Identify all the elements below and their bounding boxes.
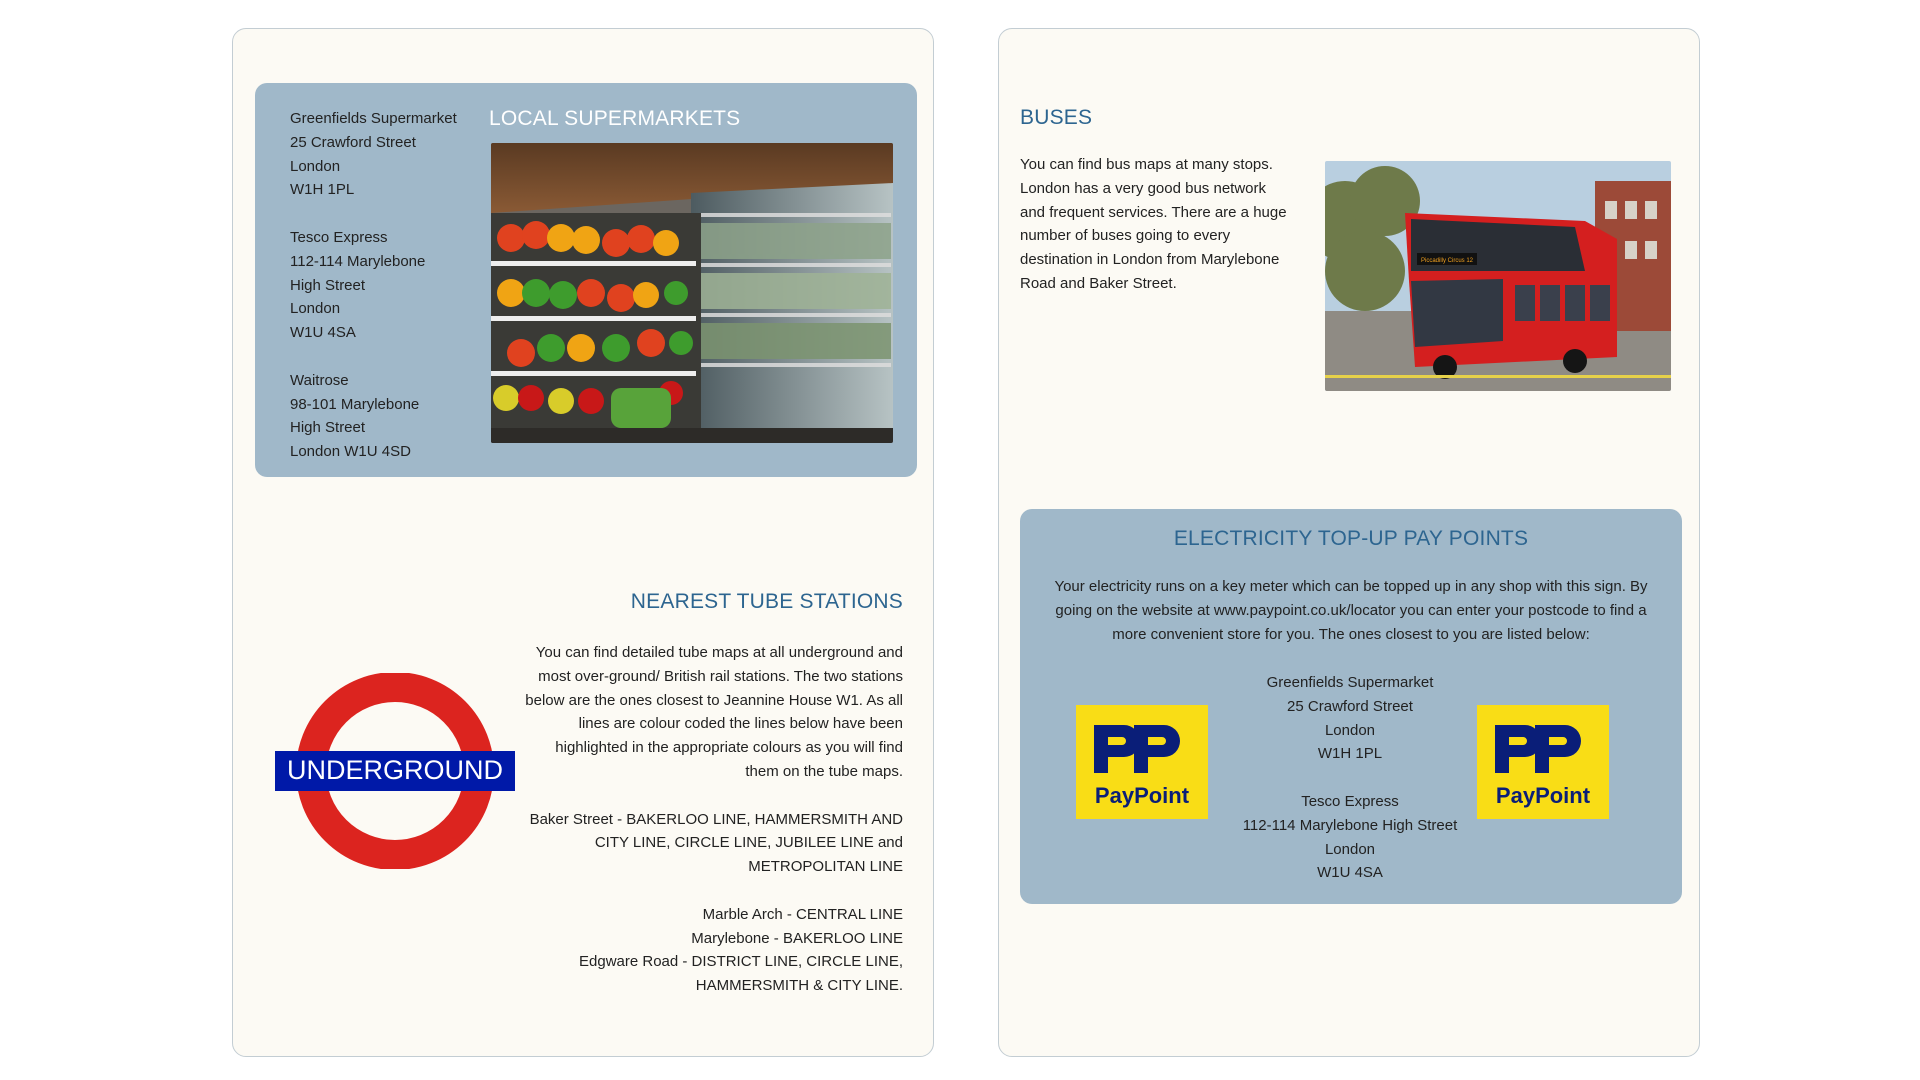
store-address-line: W1H 1PL	[290, 181, 355, 199]
paypoint-panel	[1020, 509, 1682, 904]
paypoint-logo-text: PayPoint	[1495, 783, 1591, 808]
store-address-line: Tesco Express	[290, 228, 388, 246]
paypoint-logo	[1477, 705, 1609, 819]
location-line: W1U 4SA	[1317, 864, 1383, 882]
store-address-line: High Street	[290, 419, 366, 437]
tube-stations-text	[523, 641, 903, 998]
location-line: 25 Crawford Street	[1287, 697, 1413, 715]
tube-intro: You can find detailed tube maps at all underground and most over-ground/ British rail stations. The two stations below are the ones closest to Jeannine House W1. As all lines are colour coded the lines below have been highlighted in the appropriate colours as you will find them on the tube maps.	[525, 644, 903, 780]
store-address-line: Greenfields Supermarket	[290, 110, 457, 127]
paypoint-intro: Your electricity runs on a key meter which can be topped up in any shop with this sign. By going on the website at www.paypoint.co.uk/locator you can enter your postcode to find a more convenient store for you. The ones closest to you are listed below:	[1054, 578, 1648, 643]
store-address	[290, 369, 490, 464]
london-bus-photo	[1325, 161, 1671, 391]
store-address-line: 25 Crawford Street	[290, 133, 416, 151]
store-address-line: High Street	[290, 276, 366, 294]
buses-heading: BUSES	[1020, 106, 1093, 129]
store-address-line: 98-101 Marylebone	[290, 395, 420, 413]
supermarkets-heading: LOCAL SUPERMARKETS	[489, 107, 741, 130]
tube-stations-heading: NEAREST TUBE STATIONS	[630, 590, 903, 613]
store-address-line: London	[290, 300, 341, 318]
store-address	[290, 107, 490, 202]
tube-station-entry: Baker Street - BAKERLOO LINE, HAMMERSMITH AND CITY LINE, CIRCLE LINE, JUBILEE LINE and METROPOLITAN LINE	[529, 810, 903, 876]
paypoint-logo-text: PayPoint	[1094, 783, 1190, 808]
tube-station-entry: Marylebone - BAKERLOO LINE	[691, 929, 903, 947]
location-line: London	[1324, 840, 1376, 858]
store-address-line: W1U 4SA	[290, 324, 356, 342]
location-line: Tesco Express	[1301, 792, 1399, 810]
paypoint-location	[1220, 671, 1480, 766]
paypoint-logo	[1076, 705, 1208, 819]
store-address	[290, 226, 490, 345]
supermarkets-panel	[255, 83, 917, 477]
location-line: Greenfields Supermarket	[1266, 674, 1434, 691]
buses-text: You can find bus maps at many stops. London has a very good bus network and frequent services. There are a huge number of buses going to every destination in London from Marylebone Road and Baker Street.	[1020, 156, 1287, 292]
location-line: London	[1324, 721, 1376, 739]
supermarket-address-list	[290, 107, 490, 488]
store-address-line: London	[290, 157, 341, 175]
bus-destination-sign: Piccadilly Circus 12	[1420, 258, 1474, 264]
paypoint-location	[1220, 790, 1480, 885]
paypoint-location-list	[1220, 671, 1480, 909]
left-page	[232, 28, 934, 1057]
right-page	[998, 28, 1700, 1057]
paypoint-heading: ELECTRICITY TOP-UP PAY POINTS	[1173, 527, 1529, 550]
store-address-line: 112-114 Marylebone	[290, 252, 426, 270]
store-address-line: Waitrose	[290, 371, 349, 389]
underground-roundel-logo	[275, 673, 515, 869]
store-address-line: London W1U 4SD	[290, 443, 411, 461]
location-line: W1H 1PL	[1317, 745, 1383, 763]
underground-logo-text: UNDERGROUND	[287, 755, 503, 785]
location-line: 112-114 Marylebone High Street	[1242, 816, 1458, 834]
tube-station-entry: Edgware Road - DISTRICT LINE, CIRCLE LINE, HAMMERSMITH & CITY LINE.	[579, 953, 903, 995]
produce-aisle-photo	[491, 143, 893, 443]
tube-station-entry: Marble Arch - CENTRAL LINE	[702, 905, 903, 923]
